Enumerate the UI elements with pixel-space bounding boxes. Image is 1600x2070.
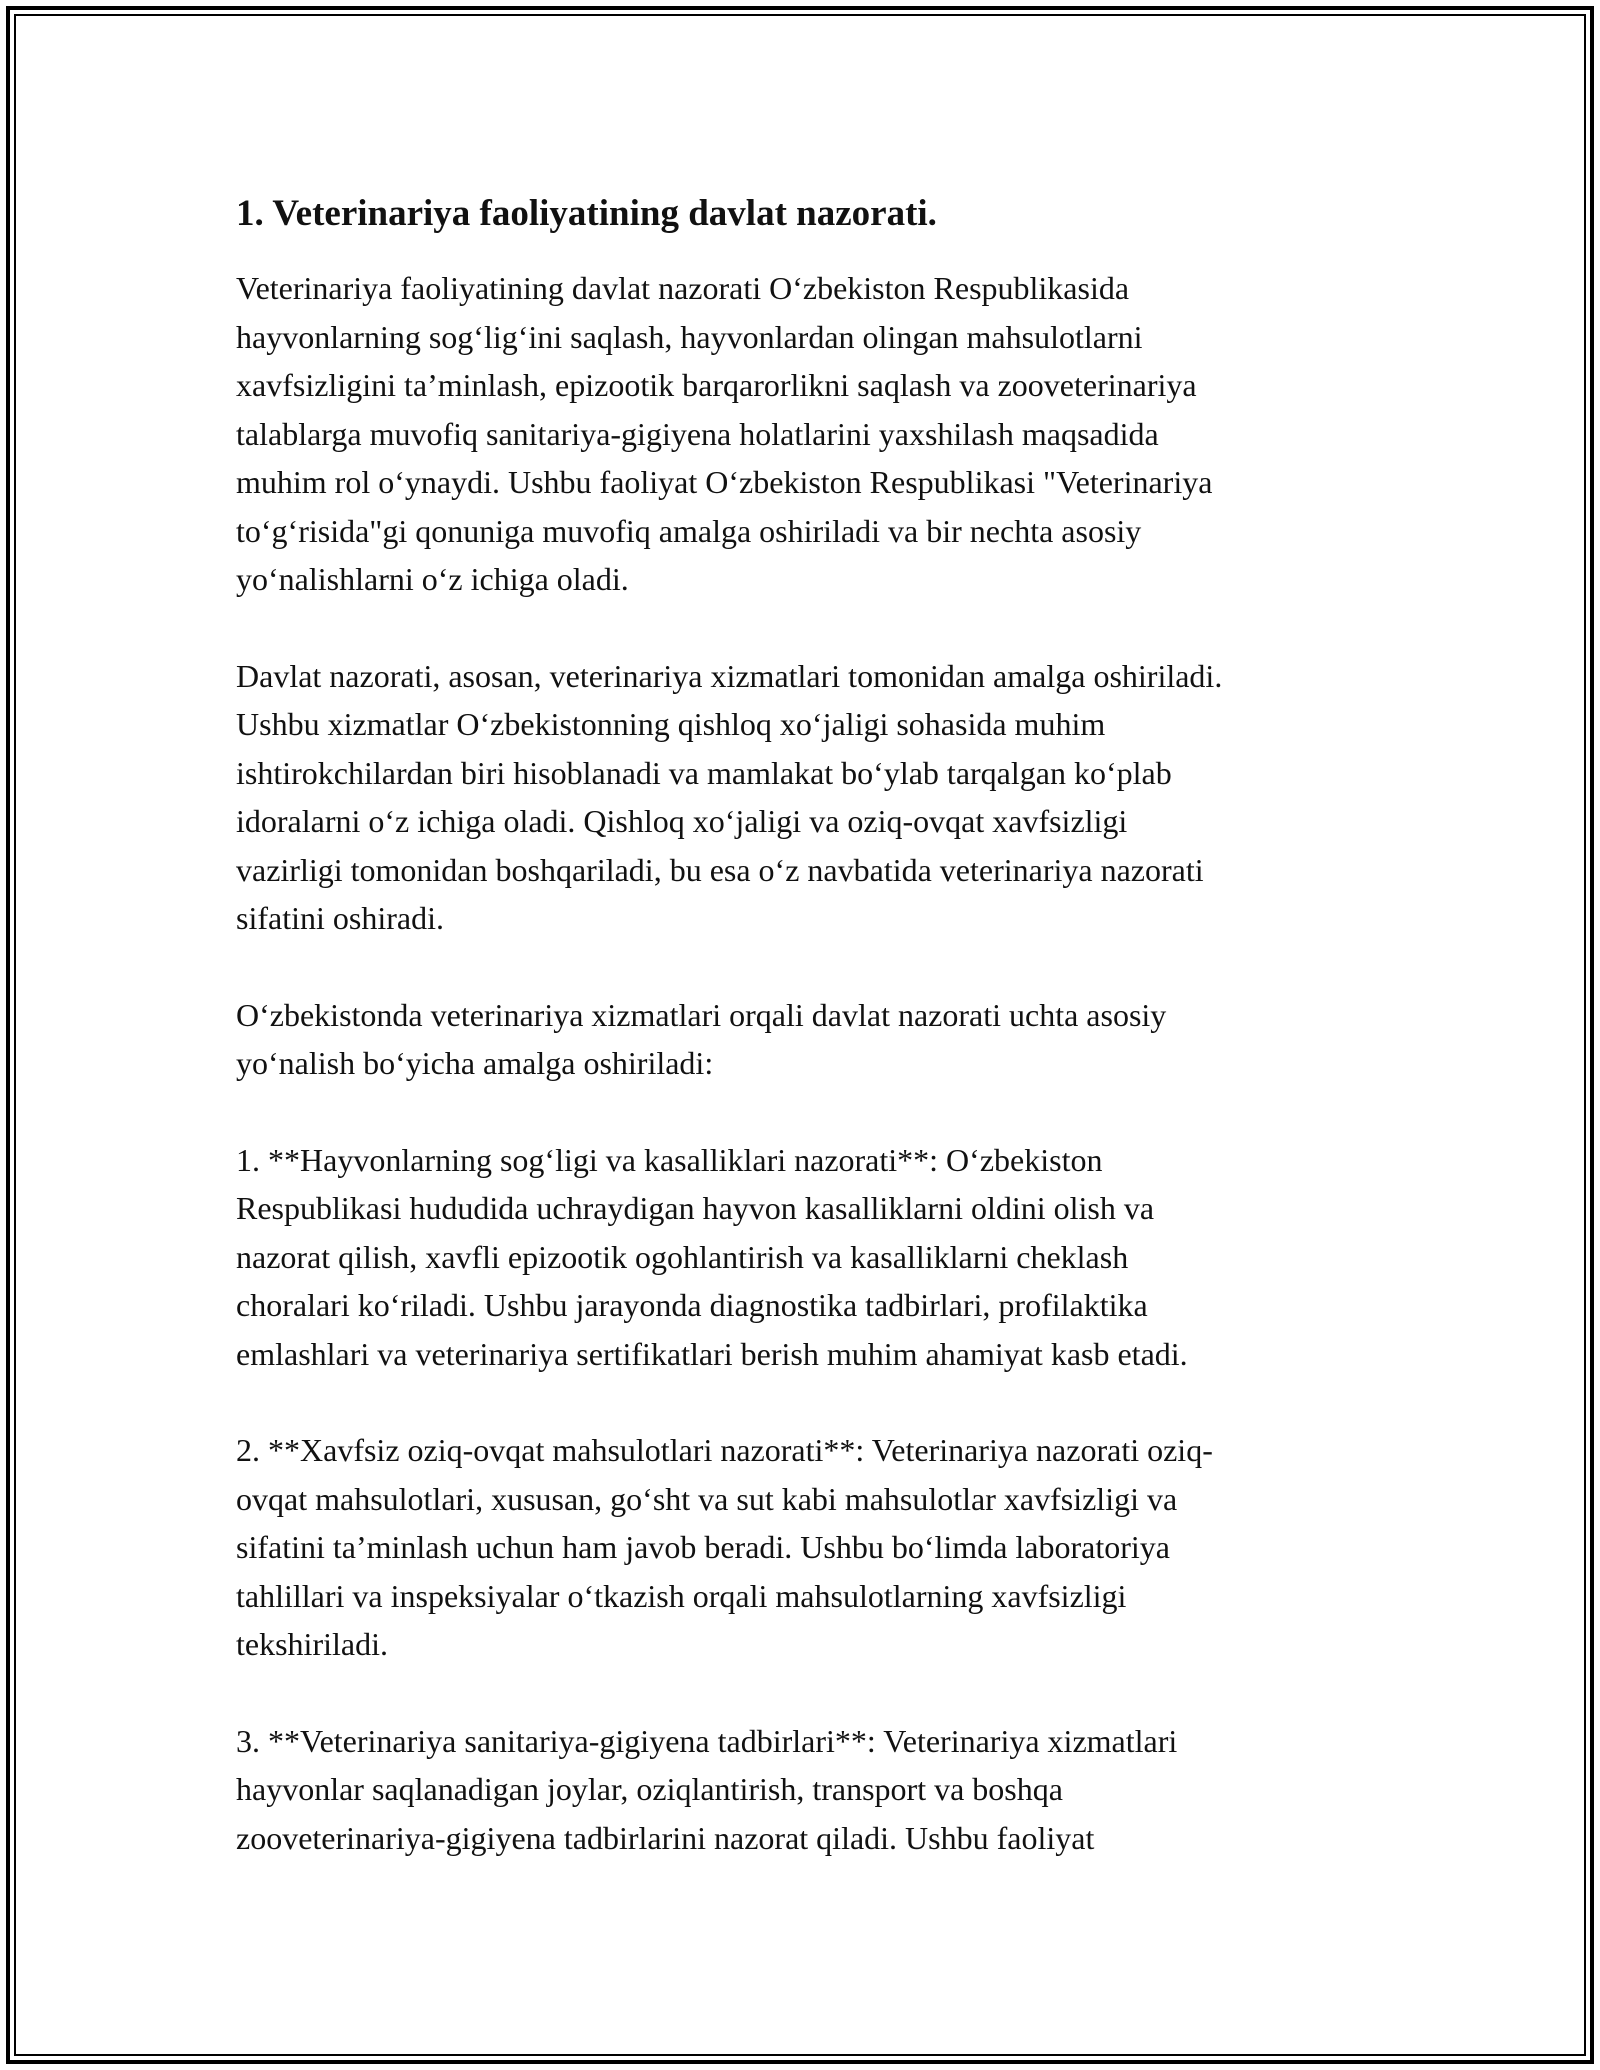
list-item-animal-health: 1. **Hayvonlarning sog‘ligi va kasalliklari nazorati**: O‘zbekiston Respublikasi hududida uchraydigan hayvon kasalliklarni oldini olish va nazorat qilish, xavfli epizootik ogohlantirish va kasalliklarni cheklash choralari ko‘riladi. Ushbu jarayonda diagnostika tadbirlari, profilaktika emlashlari va veterinariya sertifikatlari berish muhim ahamiyat kasb etadi. [236,1141,1188,1372]
paragraph-intro: Veterinariya faoliyatining davlat nazorati O‘zbekiston Respublikasida hayvonlarning sog‘lig‘ini saqlash, hayvonlardan olingan mahsulotlarni xavfsizligini ta’minlash, epizootik barqarorlikni saqlash va zooveterinariya talablarga muvofiq sanitariya-gigiyena holatlarini yaxshilash maqsadida muhim rol o‘ynaydi. Ushbu faoliyat O‘zbekiston Respublikasi "Veterinariya to‘g‘risida"gi qonuniga muvofiq amalga oshiriladi va bir nechta asosiy yo‘nalishlarni o‘z ichiga oladi. [236,270,1213,597]
list-item-sanitary-hygiene: 3. **Veterinariya sanitariya-gigiyena tadbirlari**: Veterinariya xizmatlari hayvonlar saqlanadigan joylar, oziqlantirish, transport va boshqa zooveterinariya-gigiyena tadbirlarini nazorat qiladi. Ushbu faoliyat [236,1722,1178,1856]
list-item-food-safety: 2. **Xavfsiz oziq-ovqat mahsulotlari nazorati**: Veterinariya nazorati oziq- ovqat mahsulotlari, xususan, go‘sht va sut kabi mahsulotlar xavfsizligi va sifatini ta’minlash uchun ham javob beradi. Ushbu bo‘limda laboratoriya tahlillari va inspeksiyalar o‘tkazish orqali mahsulotlarning xavfsizligi tekshiriladi. [236,1432,1213,1662]
paragraph-three-directions: O‘zbekistonda veterinariya xizmatlari orqali davlat nazorati uchta asosiy yo‘nalish bo‘yicha amalga oshiriladi: [236,996,1167,1081]
section-heading: 1. Veterinariya faoliyatining davlat nazorati. [236,193,937,234]
paragraph-state-control: Davlat nazorati, asosan, veterinariya xizmatlari tomonidan amalga oshiriladi. Ushbu xizmatlar O‘zbekistonning qishloq xo‘jaligi sohasida muhim ishtirokchilardan biri hisoblanadi va mamlakat bo‘ylab tarqalgan ko‘plab idoralarni o‘z ichiga oladi. Qishloq xo‘jaligi va oziq-ovqat xavfsizligi vazirligi tomonidan boshqariladi, bu esa o‘z navbatida veterinariya nazorati sifatini oshiradi. [236,657,1223,936]
document-body [236,188,1376,1910]
